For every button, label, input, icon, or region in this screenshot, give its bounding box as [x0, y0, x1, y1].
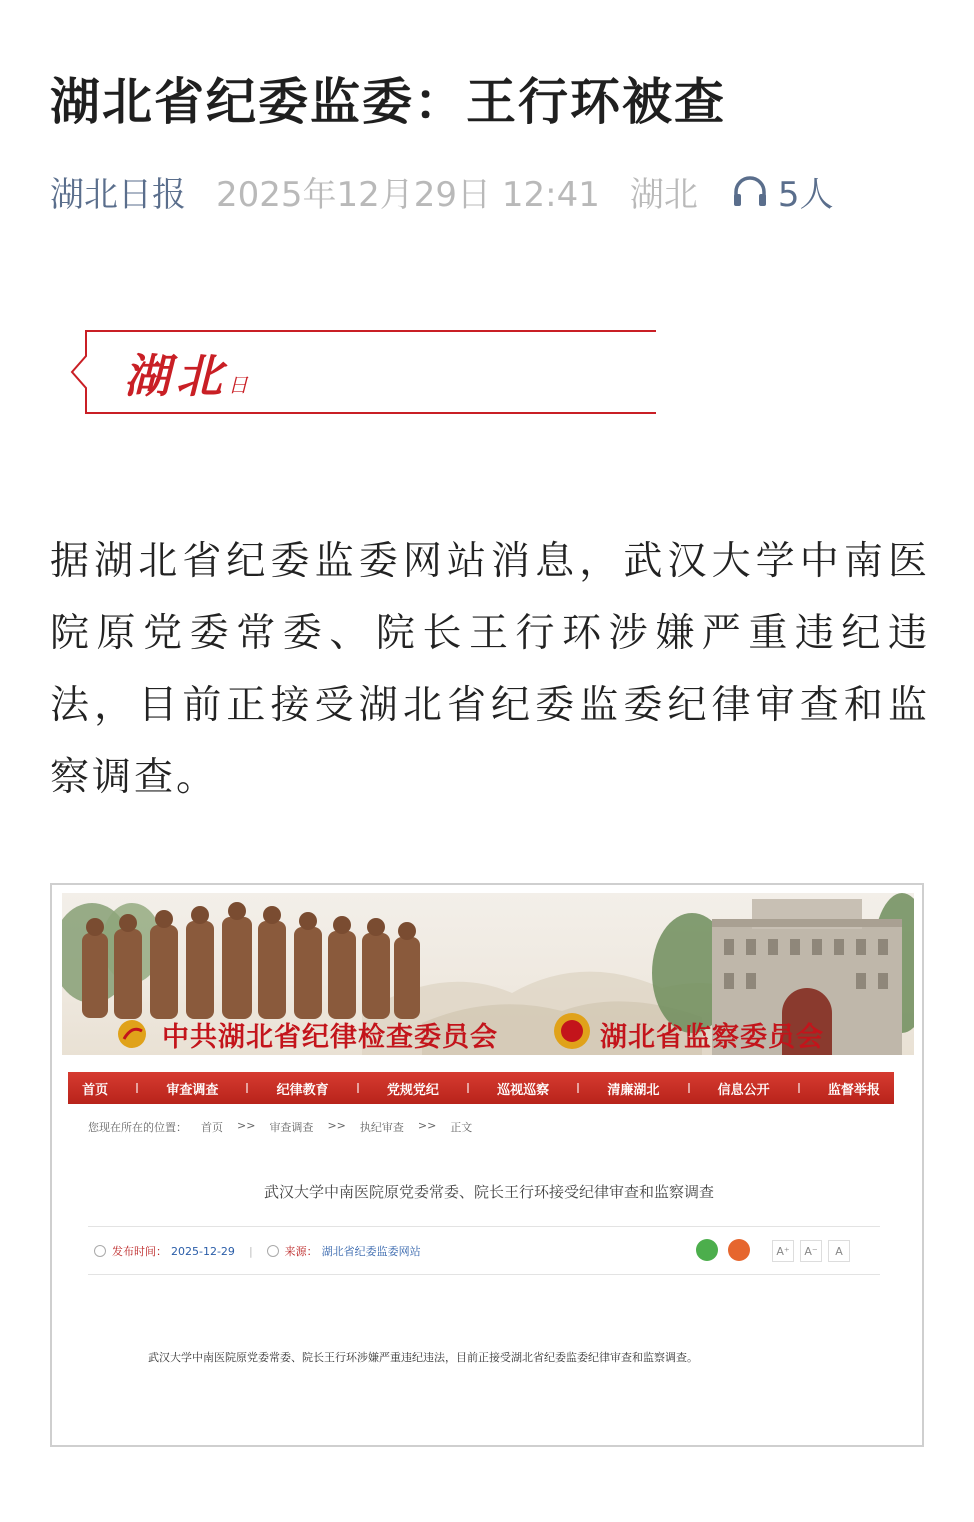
listener-count: 5人 — [777, 174, 834, 215]
breadcrumb — [88, 1119, 472, 1135]
article-info — [94, 1243, 421, 1259]
breadcrumb-sep: >> — [327, 1119, 346, 1132]
breadcrumb-investigation[interactable]: 审查调查 — [269, 1121, 314, 1134]
share-buttons — [696, 1239, 750, 1261]
wechat-icon[interactable] — [696, 1239, 718, 1261]
site-title-left: 中共湖北省纪律检查委员会 — [162, 1021, 498, 1053]
site-header-banner — [62, 893, 914, 1055]
site-article-body: 武汉大学中南医院原党委常委、院长王行环涉嫌严重违纪违法，目前正接受湖北省纪委监委纪律审查和监察调查。 — [148, 1351, 698, 1364]
source-label: 来源： — [284, 1245, 318, 1258]
nav-report[interactable]: 监督举报 — [827, 1082, 880, 1098]
listen-button[interactable] — [732, 167, 834, 216]
nav-inspection[interactable]: 巡视巡察 — [497, 1082, 550, 1098]
region-label: 湖北 — [629, 174, 698, 215]
font-increase-button[interactable]: A⁺ — [772, 1240, 794, 1262]
headphones-icon — [732, 174, 768, 208]
nav-clean-hubei[interactable]: 清廉湖北 — [607, 1082, 660, 1098]
breadcrumb-review[interactable]: 执纪审查 — [359, 1121, 404, 1134]
info-separator: | — [248, 1244, 253, 1258]
article-meta — [50, 168, 834, 214]
user-icon — [267, 1245, 279, 1257]
nav-party-rules[interactable]: 党规党纪 — [386, 1082, 439, 1098]
breadcrumb-sep: >> — [237, 1119, 256, 1132]
site-nav — [68, 1072, 894, 1104]
article-body: 据湖北省纪委监委网站消息，武汉大学中南医院原党委常委、院长王行环涉嫌严重违纪违法，目前正接受湖北省纪委监委纪律审查和监察调查。 — [50, 539, 930, 800]
nav-investigation[interactable]: 审查调查 — [166, 1082, 219, 1098]
publish-date: 2025-12-29 — [171, 1244, 235, 1258]
nav-info-public[interactable]: 信息公开 — [717, 1082, 770, 1098]
site-article-title: 武汉大学中南医院原党委常委、院长王行环接受纪律审查和监察调查 — [263, 1183, 714, 1201]
newspaper-banner — [70, 330, 656, 414]
publish-label: 发布时间： — [112, 1245, 167, 1258]
breadcrumb-sep: >> — [417, 1119, 437, 1132]
website-screenshot — [50, 883, 924, 1447]
clock-icon — [94, 1245, 106, 1257]
site-title-right: 湖北省监察委员会 — [600, 1021, 824, 1053]
breadcrumb-current: 正文 — [450, 1121, 473, 1134]
nav-home[interactable]: 首页 — [82, 1082, 109, 1098]
font-decrease-button[interactable]: A⁻ — [800, 1240, 822, 1262]
font-size-controls — [772, 1240, 850, 1262]
source-link[interactable]: 湖北日报 — [50, 174, 186, 215]
source-value: 湖北省纪委监委网站 — [321, 1245, 421, 1258]
publish-time: 2025年12月29日 12:41 — [216, 174, 600, 215]
divider — [88, 1226, 880, 1227]
nav-discipline-education[interactable]: 纪律教育 — [276, 1082, 329, 1098]
weibo-icon[interactable] — [728, 1239, 750, 1261]
banner-logo-text: 湖北日 — [124, 349, 248, 403]
breadcrumb-home[interactable]: 首页 — [201, 1121, 223, 1134]
divider — [88, 1274, 880, 1275]
article-title: 湖北省纪委监委：王行环被查 — [50, 73, 726, 131]
font-default-button[interactable]: A — [828, 1240, 850, 1262]
breadcrumb-label: 您现在所在的位置： — [88, 1121, 187, 1134]
